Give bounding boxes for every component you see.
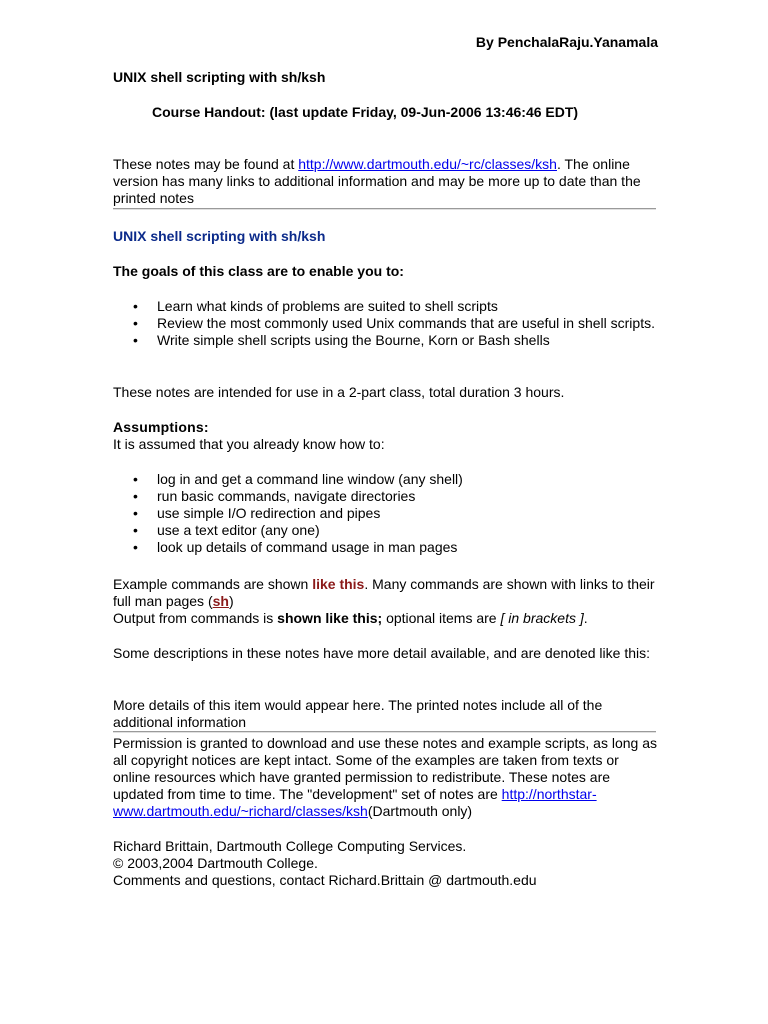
examples-text: . Many commands are shown with links to their full man pages ( xyxy=(113,576,655,609)
list-item xyxy=(113,522,658,539)
bullet-icon: • xyxy=(133,315,138,331)
copyright-line: © 2003,2004 Dartmouth College. xyxy=(113,855,318,871)
list-item-text: Review the most commonly used Unix commands that are useful in shell scripts. xyxy=(157,315,655,331)
examples-text: ) xyxy=(228,593,234,609)
assumptions-list xyxy=(113,471,658,556)
examples-text: Example commands are shown xyxy=(113,576,313,592)
intro-text-before: These notes may be found at xyxy=(113,156,299,172)
author-line: By PenchalaRaju.Yanamala xyxy=(475,34,658,50)
bullet-icon: • xyxy=(133,471,138,487)
intro-paragraph xyxy=(113,156,658,207)
list-item xyxy=(113,505,658,522)
permission-text-after: (Dartmouth only) xyxy=(367,803,473,819)
output-text: optional items are xyxy=(382,610,501,626)
bullet-icon: • xyxy=(133,332,138,348)
bullet-icon: • xyxy=(133,522,138,538)
development-notes-link[interactable]: http://northstar-www.dartmouth.edu/~richard/classes/ksh xyxy=(113,786,597,819)
list-item-text: run basic commands, navigate directories xyxy=(157,488,416,504)
command-example: like this xyxy=(312,576,365,592)
credits-line: Richard Brittain, Dartmouth College Computing Services. xyxy=(113,838,467,854)
intro-text-after: . The online version has many links to additional information and may be more up to date than the printed notes xyxy=(113,156,641,206)
output-text: . xyxy=(583,610,588,626)
list-item xyxy=(113,332,658,349)
list-item-text: Write simple shell scripts using the Bourne, Korn or Bash shells xyxy=(157,332,550,348)
credits-block xyxy=(113,838,658,889)
notes-link[interactable]: http://www.dartmouth.edu/~rc/classes/ksh xyxy=(298,156,557,172)
list-item xyxy=(113,298,658,315)
list-item-text: use simple I/O redirection and pipes xyxy=(157,505,381,521)
bullet-icon: • xyxy=(133,488,138,504)
assumptions-heading: Assumptions: xyxy=(113,419,209,435)
output-example: shown like this; xyxy=(277,610,383,626)
goals-heading: The goals of this class are to enable you to: xyxy=(113,263,404,279)
assumptions-subtext: It is assumed that you already know how to: xyxy=(113,436,385,452)
section-title: UNIX shell scripting with sh/ksh xyxy=(113,228,326,244)
output-text: Output from commands is xyxy=(113,610,278,626)
list-item-text: use a text editor (any one) xyxy=(157,522,320,538)
descriptions-paragraph: Some descriptions in these notes have more detail available, and are denoted like this: xyxy=(113,645,650,661)
course-handout-line: Course Handout: (last update Friday, 09-Jun-2006 13:46:46 EDT) xyxy=(152,104,579,120)
list-item-text: Learn what kinds of problems are suited to shell scripts xyxy=(157,298,498,314)
goals-list xyxy=(113,298,658,349)
list-item xyxy=(113,471,658,488)
divider xyxy=(113,208,656,210)
list-item xyxy=(113,539,658,556)
contact-line: Comments and questions, contact Richard.Brittain @ dartmouth.edu xyxy=(113,872,537,888)
divider xyxy=(113,731,656,733)
permission-text: Permission is granted to download and use these notes and example scripts, as long as all copyright notices are kept intact. Some of the examples are taken from texts or online resources which have granted permission to redistribute. These notes are updated from time to time. The "development" set of notes are xyxy=(113,735,657,802)
examples-paragraph xyxy=(113,576,658,627)
list-item-text: look up details of command usage in man pages xyxy=(157,539,458,555)
bullet-icon: • xyxy=(133,505,138,521)
bullet-icon: • xyxy=(133,539,138,555)
bullet-icon: • xyxy=(133,298,138,314)
permission-paragraph xyxy=(113,735,658,820)
list-item-text: log in and get a command line window (any shell) xyxy=(157,471,463,487)
list-item xyxy=(113,315,658,332)
list-item xyxy=(113,488,658,505)
intended-paragraph: These notes are intended for use in a 2-part class, total duration 3 hours. xyxy=(113,384,565,400)
optional-example: [ in brackets ] xyxy=(500,610,584,626)
sh-man-page-link[interactable]: sh xyxy=(212,593,229,609)
detail-paragraph: More details of this item would appear here. The printed notes include all of the additional information xyxy=(113,697,603,730)
document-title: UNIX shell scripting with sh/ksh xyxy=(113,69,326,85)
